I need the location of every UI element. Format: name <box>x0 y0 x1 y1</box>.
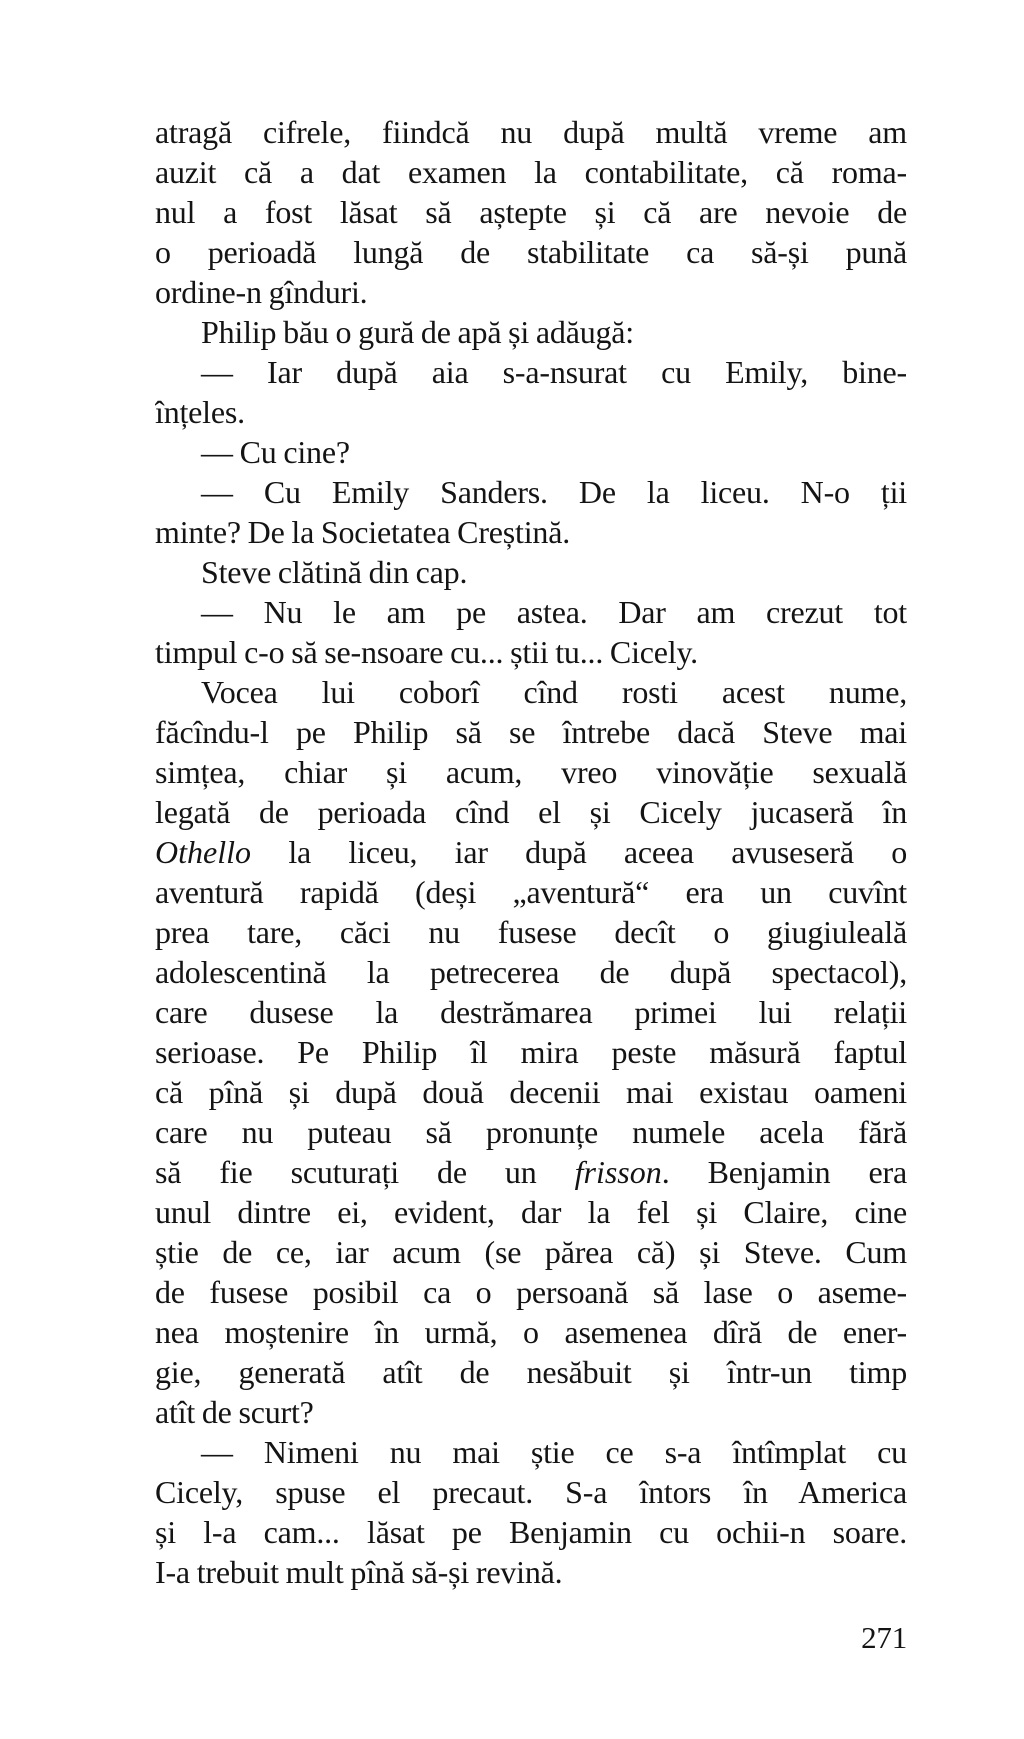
text-line <box>155 112 907 152</box>
text-segment: și l-a cam... lăsat pe Benjamin cu ochii-n soare. <box>155 1514 907 1550</box>
text-segment: gie, generată atît de nesăbuit și într-un timp <box>155 1354 907 1390</box>
text-line <box>155 1032 907 1072</box>
text-segment: I-a trebuit mult pînă să-și revină. <box>155 1554 563 1590</box>
text-segment: nea moștenire în urmă, o asemenea dîră de ener- <box>155 1314 907 1350</box>
text-line <box>155 1112 907 1152</box>
text-segment: care nu puteau să pronunțe numele acela fără <box>155 1114 907 1150</box>
text-line <box>155 392 907 432</box>
text-line <box>155 872 907 912</box>
text-segment: de fusese posibil ca o persoană să lase o aseme- <box>155 1274 907 1310</box>
text-line <box>155 912 907 952</box>
text-segment: — Nimeni nu mai știe ce s-a întîmplat cu <box>201 1434 907 1470</box>
text-segment: făcîndu-l pe Philip să se întrebe dacă Steve mai <box>155 714 907 750</box>
text-line <box>155 1272 907 1312</box>
text-line <box>155 1192 907 1232</box>
text-segment: auzit că a dat examen la contabilitate, că roma- <box>155 154 907 190</box>
page-number: 271 <box>861 1620 907 1655</box>
text-segment: care dusese la destrămarea primei lui relații <box>155 994 907 1030</box>
text-line <box>155 512 907 552</box>
text-segment: — Cu Emily Sanders. De la liceu. N-o ții <box>201 474 907 510</box>
text-line <box>155 1352 907 1392</box>
text-line <box>155 1432 907 1472</box>
text-segment: timpul c-o să se-nsoare cu... știi tu... Cicely. <box>155 634 698 670</box>
text-segment: să fie scuturați de un <box>155 1154 575 1190</box>
text-line <box>155 312 907 352</box>
text-line <box>155 192 907 232</box>
text-line <box>155 152 907 192</box>
text-line <box>155 272 907 312</box>
text-line <box>155 472 907 512</box>
text-segment: prea tare, căci nu fusese decît o giugiuleală <box>155 914 907 950</box>
text-line <box>155 1312 907 1352</box>
text-segment: legată de perioada cînd el și Cicely jucaseră în <box>155 794 907 830</box>
text-line <box>155 832 907 872</box>
text-segment: serioase. Pe Philip îl mira peste măsură faptul <box>155 1034 907 1070</box>
text-segment: la liceu, iar după aceea avuseseră o <box>250 834 907 870</box>
text-line <box>155 632 907 672</box>
text-line <box>155 1232 907 1272</box>
italic-text: Othello <box>155 834 251 870</box>
text-segment: . Benjamin era <box>661 1154 907 1190</box>
text-line <box>155 552 907 592</box>
text-line <box>155 1072 907 1112</box>
text-segment: nul a fost lăsat să aștepte și că are nevoie de <box>155 194 907 230</box>
text-segment: atît de scurt? <box>155 1394 314 1430</box>
text-segment: simțea, chiar și acum, vreo vinovăție sexuală <box>155 754 907 790</box>
text-line <box>155 352 907 392</box>
text-segment: — Iar după aia s-a-nsurat cu Emily, bine- <box>201 354 907 390</box>
italic-text: frisson <box>574 1154 662 1190</box>
text-line <box>155 1152 907 1192</box>
text-segment: ordine-n gînduri. <box>155 274 368 310</box>
text-segment: Vocea lui coborî cînd rosti acest nume, <box>201 674 907 710</box>
text-segment: că pînă și după două decenii mai existau oameni <box>155 1074 907 1110</box>
text-line <box>155 1552 907 1592</box>
text-line <box>155 232 907 272</box>
text-segment: știe de ce, iar acum (se părea că) și Steve. Cum <box>155 1234 907 1270</box>
text-line <box>155 752 907 792</box>
text-line <box>155 432 907 472</box>
text-line <box>155 992 907 1032</box>
text-line <box>155 712 907 752</box>
text-line <box>155 952 907 992</box>
page-text <box>155 112 907 1658</box>
text-segment: aventură rapidă (deși „aventură“ era un cuvînt <box>155 874 907 910</box>
text-line <box>155 592 907 632</box>
text-segment: minte? De la Societatea Creștină. <box>155 514 571 550</box>
text-line <box>155 1392 907 1432</box>
text-segment: unul dintre ei, evident, dar la fel și Claire, cine <box>155 1194 907 1230</box>
text-segment: atragă cifrele, fiindcă nu după multă vreme am <box>155 114 907 150</box>
text-line <box>155 1512 907 1552</box>
text-segment: Steve clătină din cap. <box>201 554 468 590</box>
text-segment: adolescentină la petrecerea de după spectacol), <box>155 954 907 990</box>
text-segment: o perioadă lungă de stabilitate ca să-și pună <box>155 234 907 270</box>
text-line <box>155 1472 907 1512</box>
text-segment: Philip bău o gură de apă și adăugă: <box>201 314 634 350</box>
text-segment: Cicely, spuse el precaut. S-a întors în America <box>155 1474 907 1510</box>
text-segment: înțeles. <box>155 394 245 430</box>
text-line <box>155 792 907 832</box>
text-line <box>155 672 907 712</box>
text-segment: — Cu cine? <box>201 434 350 470</box>
text-segment: — Nu le am pe astea. Dar am crezut tot <box>201 594 907 630</box>
